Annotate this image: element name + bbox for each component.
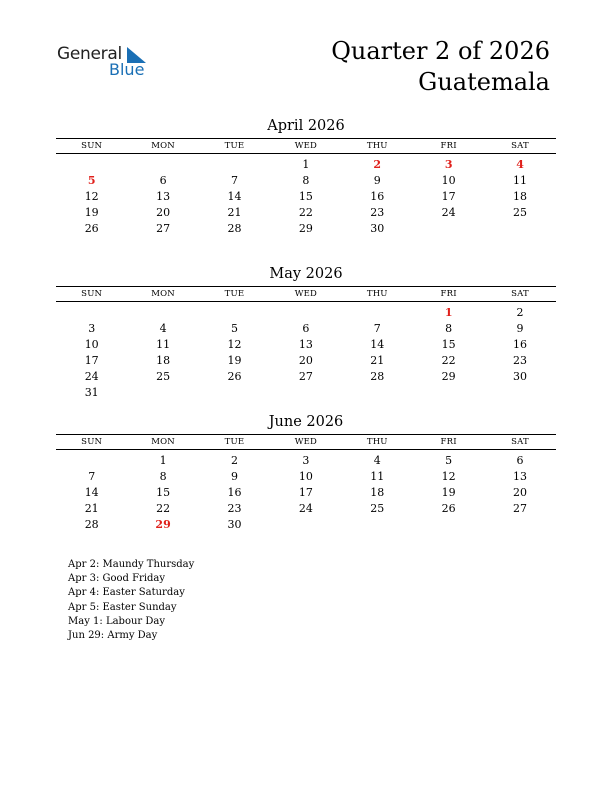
day-cell: 12 [441,469,456,483]
holiday-entry: May 1: Labour Day [68,615,165,627]
day-cell: 8 [159,469,167,483]
week-row [56,384,556,400]
day-cell: 23 [370,205,385,219]
week-row [56,220,556,236]
day-cell: 20 [298,353,313,367]
week-row [56,172,556,188]
day-cell: 11 [156,337,171,351]
day-cell: 2 [230,453,238,467]
day-cell: 30 [513,369,528,383]
holiday-list [68,558,194,643]
holiday-date: 4 [516,157,524,171]
day-cell: 3 [302,453,310,467]
weekday-name: TUE [224,437,245,447]
day-cell: 15 [298,189,313,203]
holiday-entry: Jun 29: Army Day [68,630,158,642]
day-cell: 26 [84,221,99,235]
week-row [56,500,556,516]
day-cell: 9 [516,321,524,335]
day-cell: 20 [513,485,528,499]
page-title: Quarter 2 of 2026 [331,37,550,65]
month-block [56,116,556,236]
weekday-name: THU [366,141,388,151]
day-cell: 20 [156,205,171,219]
day-cell: 19 [441,485,456,499]
holiday-entry: Apr 2: Maundy Thursday [68,559,195,570]
day-cell: 2 [516,305,524,319]
month-title: May 2026 [269,266,343,282]
day-cell: 16 [370,189,385,203]
weekday-name: WED [294,437,318,447]
day-cell: 12 [227,337,242,351]
day-cell: 27 [513,501,528,515]
day-cell: 22 [441,353,456,367]
weekday-name: MON [151,289,175,299]
day-cell: 22 [156,501,171,515]
day-cell: 1 [302,157,310,171]
day-cell: 6 [516,453,524,467]
weekday-name: SAT [511,141,529,151]
weekday-name: SUN [81,437,103,447]
month-title: April 2026 [267,118,345,134]
logo-blue-text: Blue [109,60,145,79]
weekday-name: SUN [81,141,103,151]
day-cell: 17 [84,353,99,367]
day-cell: 18 [156,353,171,367]
day-cell: 12 [84,189,99,203]
weekday-name: THU [366,437,388,447]
month-title: June 2026 [268,414,344,430]
day-cell: 27 [156,221,171,235]
holiday-date: 5 [87,173,96,187]
holiday-date: 1 [444,305,453,319]
day-cell: 14 [227,189,242,203]
day-cell: 22 [298,205,313,219]
holiday-entry: Apr 3: Good Friday [68,573,166,585]
weekday-name: FRI [440,437,457,447]
day-cell: 1 [159,453,167,467]
weekday-header [56,435,556,450]
day-cell: 13 [513,469,528,483]
day-cell: 5 [230,321,238,335]
day-cell: 17 [298,485,313,499]
week-row [56,352,556,368]
weekday-name: TUE [224,289,245,299]
day-cell: 8 [302,173,310,187]
day-cell: 25 [513,205,528,219]
day-cell: 30 [370,221,385,235]
day-cell: 26 [227,369,242,383]
day-cell: 18 [513,189,528,203]
weekday-name: THU [366,289,388,299]
day-cell: 24 [441,205,456,219]
logo [57,44,157,84]
day-cell: 14 [84,485,99,499]
day-cell: 9 [373,173,381,187]
day-cell: 9 [230,469,238,483]
title-block [331,36,550,98]
day-cell: 4 [159,321,167,335]
weekday-name: WED [294,289,318,299]
day-cell: 29 [298,221,313,235]
weekday-name: FRI [440,289,457,299]
day-cell: 13 [156,189,171,203]
day-cell: 5 [445,453,453,467]
day-cell: 28 [227,221,242,235]
day-cell: 18 [370,485,385,499]
month-block [56,264,556,400]
weekday-header [56,139,556,154]
weekday-name: TUE [224,141,245,151]
day-cell: 14 [370,337,385,351]
day-cell: 27 [298,369,313,383]
week-row [56,320,556,336]
week-row [56,468,556,484]
day-cell: 3 [88,321,96,335]
holiday-date: 29 [155,517,171,531]
day-cell: 11 [513,173,528,187]
week-row [56,188,556,204]
weekday-name: SAT [511,437,529,447]
week-row [56,516,556,532]
day-cell: 15 [441,337,456,351]
day-cell: 23 [513,353,528,367]
day-cell: 7 [373,321,381,335]
day-cell: 13 [298,337,313,351]
weekday-name: FRI [440,141,457,151]
day-cell: 4 [373,453,381,467]
holiday-date: 3 [444,157,453,171]
day-cell: 26 [441,501,456,515]
day-cell: 30 [227,517,242,531]
month-block [56,412,556,532]
week-row [56,368,556,384]
day-cell: 10 [84,337,99,351]
day-cell: 28 [84,517,99,531]
week-row [56,452,556,468]
day-cell: 28 [370,369,385,383]
holiday-entry: Apr 5: Easter Sunday [68,601,177,613]
day-cell: 29 [441,369,456,383]
day-cell: 24 [84,369,99,383]
logo-general-text: General [57,44,122,64]
weekday-header [56,287,556,302]
weekday-name: MON [151,437,175,447]
weekday-name: SUN [81,289,103,299]
weekday-name: SAT [511,289,529,299]
week-row [56,156,556,172]
holiday-date: 2 [373,157,382,171]
week-row [56,484,556,500]
week-row [56,336,556,352]
day-cell: 25 [156,369,171,383]
day-cell: 19 [227,353,242,367]
day-cell: 6 [302,321,310,335]
day-cell: 11 [370,469,385,483]
day-cell: 10 [298,469,313,483]
day-cell: 23 [227,501,242,515]
holiday-entry: Apr 4: Easter Saturday [68,587,185,599]
day-cell: 7 [88,469,96,483]
week-row [56,204,556,220]
day-cell: 25 [370,501,385,515]
day-cell: 10 [441,173,456,187]
day-cell: 21 [227,205,242,219]
day-cell: 21 [370,353,385,367]
weekday-name: MON [151,141,175,151]
day-cell: 8 [445,321,453,335]
country-name: Guatemala [418,68,550,96]
day-cell: 16 [513,337,528,351]
weekday-name: WED [294,141,318,151]
day-cell: 16 [227,485,242,499]
day-cell: 17 [441,189,456,203]
day-cell: 24 [298,501,313,515]
week-row [56,304,556,320]
day-cell: 31 [84,385,99,399]
day-cell: 15 [156,485,171,499]
day-cell: 7 [230,173,238,187]
day-cell: 19 [84,205,99,219]
day-cell: 21 [84,501,99,515]
day-cell: 6 [159,173,167,187]
